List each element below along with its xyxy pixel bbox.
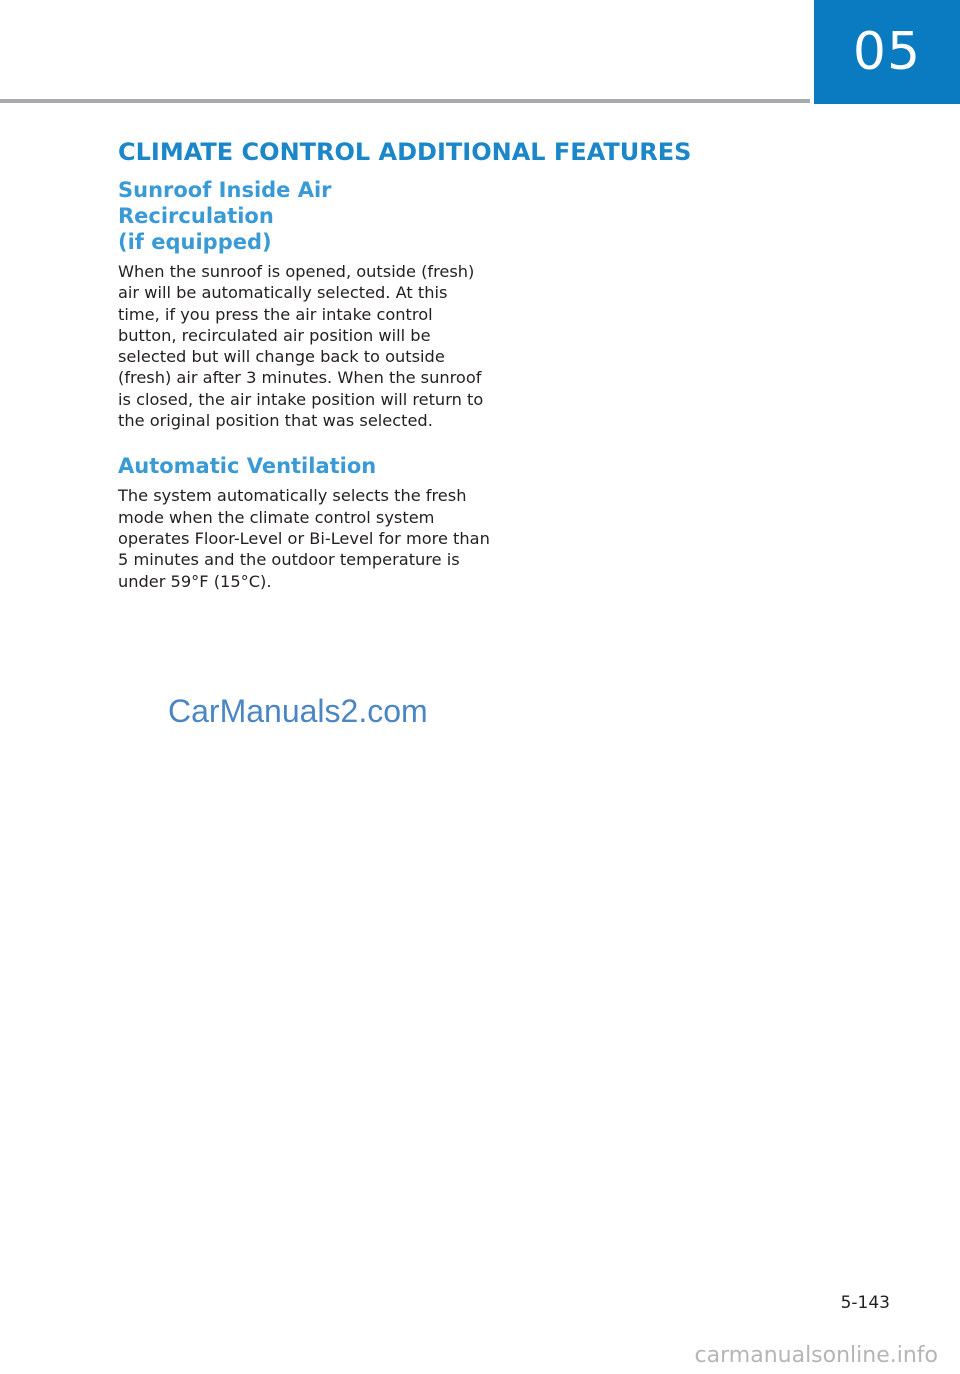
section-sunroof-recirculation <box>118 177 490 431</box>
header-divider <box>0 99 810 103</box>
page-number: 5-143 <box>840 1293 890 1313</box>
chapter-number: 05 <box>852 22 922 82</box>
sunroof-recirculation-heading <box>118 177 490 255</box>
automatic-ventilation-heading: Automatic Ventilation <box>118 454 377 479</box>
heading-line-2: (if equipped) <box>118 230 272 254</box>
section-automatic-ventilation <box>118 453 490 591</box>
watermark-text: CarManuals2.com <box>168 693 428 729</box>
section-title: CLIMATE CONTROL ADDITIONAL FEATURES <box>118 138 692 166</box>
heading-line-1: Sunroof Inside Air Recirculation <box>118 178 332 228</box>
automatic-ventilation-body: The system automatically selects the fresh mode when the climate control system operates Floor-Level or Bi-Level for more than 5 minutes and the outdoor temperature is under 59°F (15°C). <box>118 486 490 591</box>
chapter-tab <box>814 0 960 104</box>
content-column <box>118 177 490 592</box>
footer-watermark: carmanualsonline.info <box>694 1343 938 1368</box>
sunroof-recirculation-body: When the sunroof is opened, outside (fresh) air will be automatically selected. At this time, if you press the air intake control button, recirculated air position will be selected but will change back to outside (fresh) air after 3 minutes. When the sunroof is closed, the air intake position will return to the original position that was selected. <box>118 262 484 431</box>
